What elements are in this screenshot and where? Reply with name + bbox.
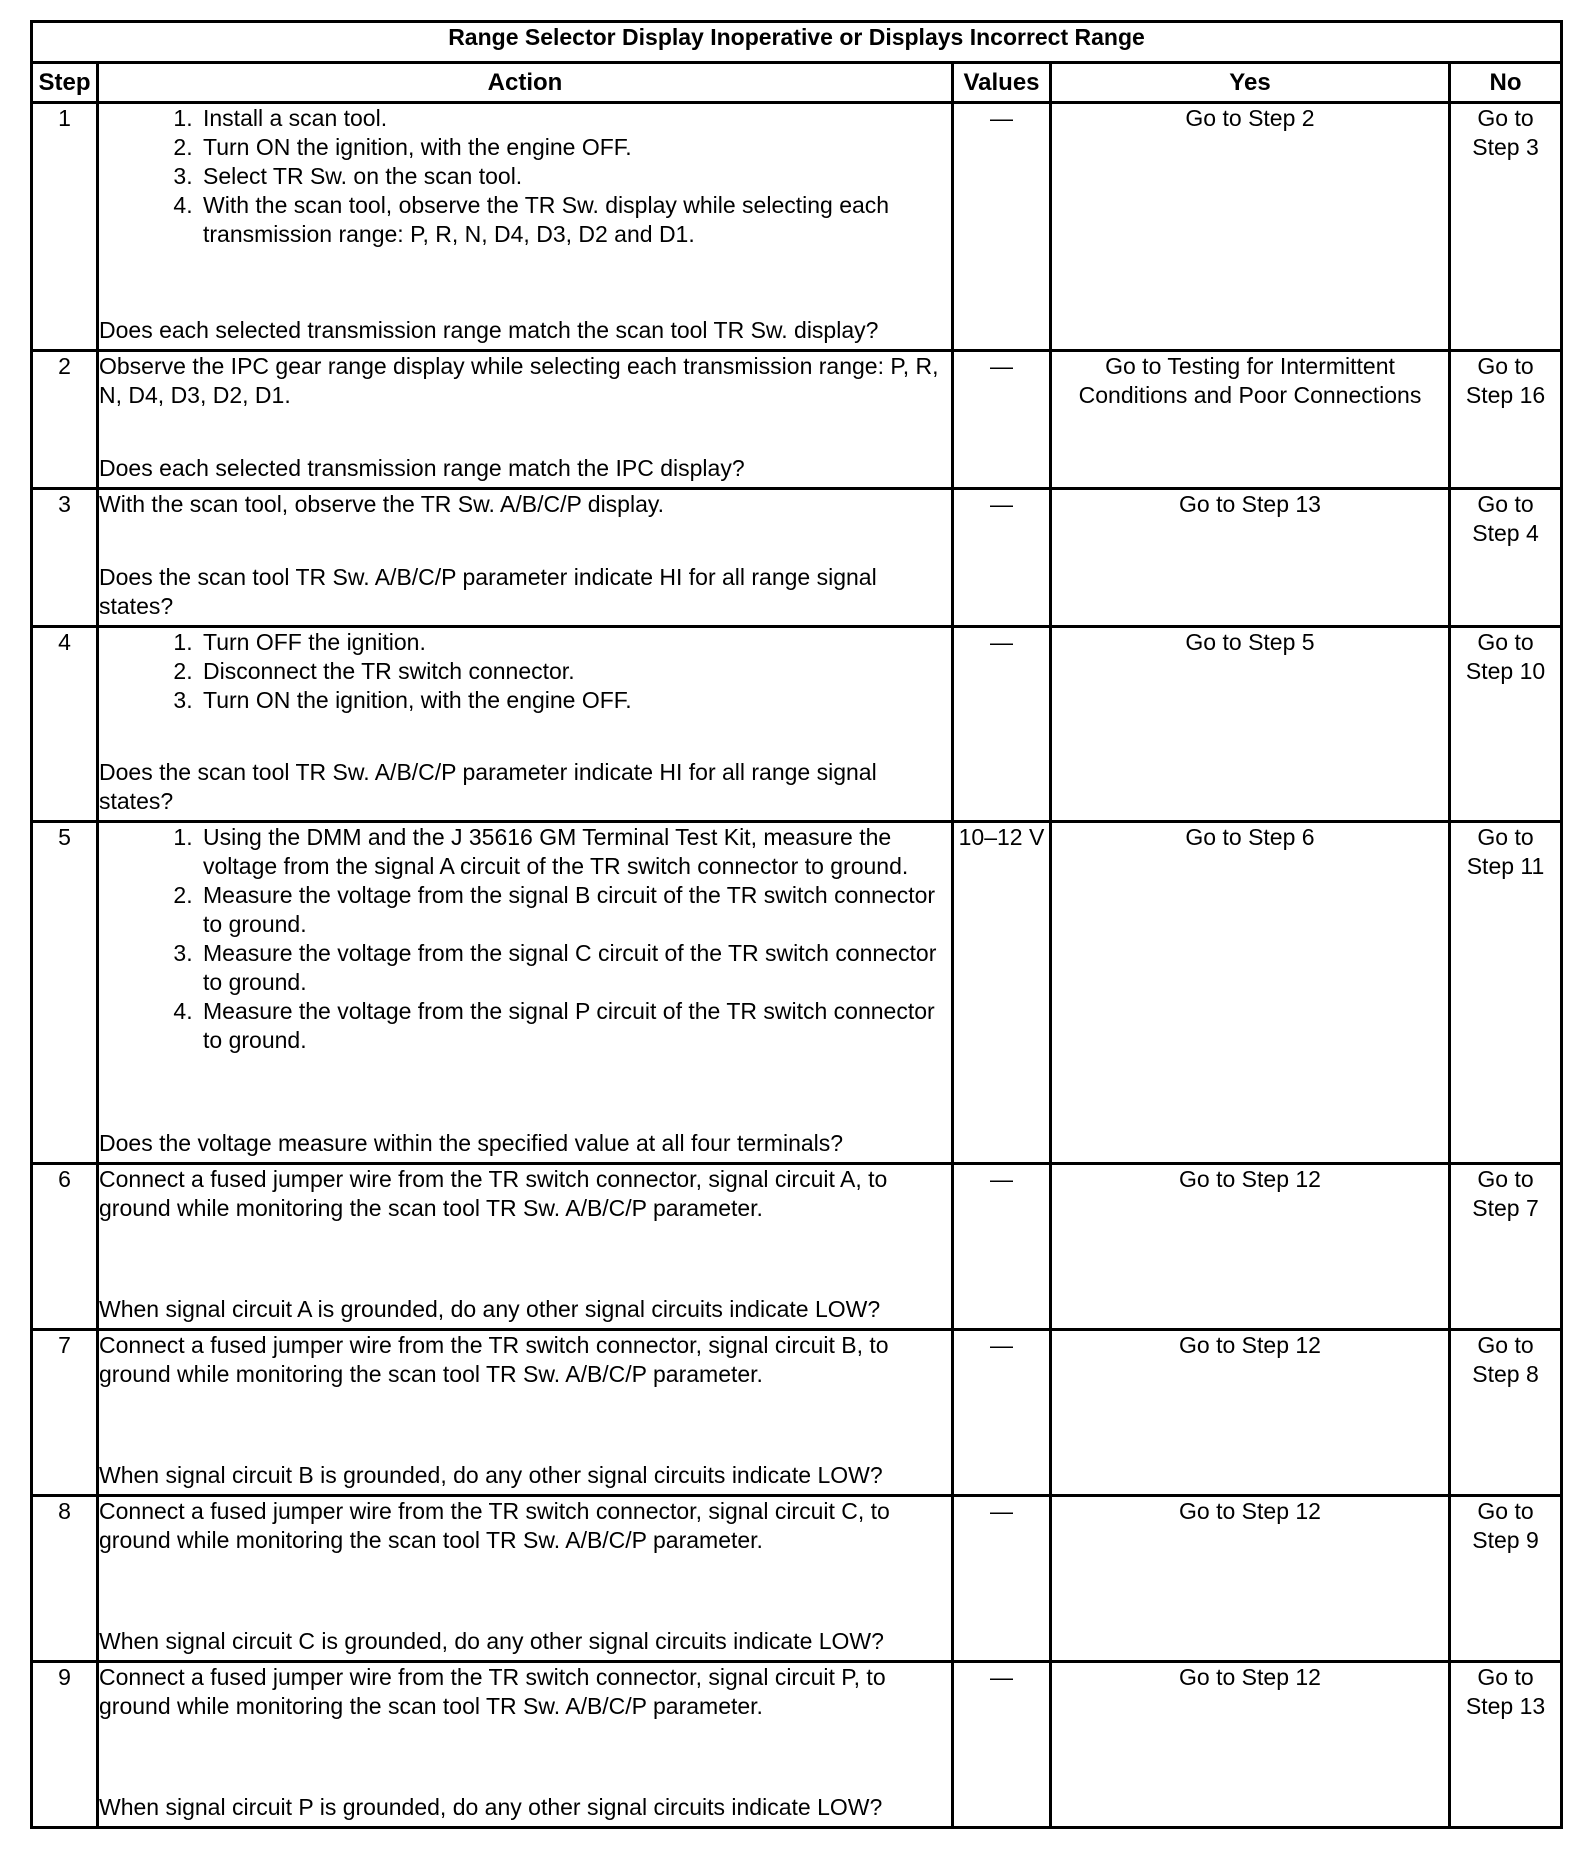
yes-cell: Go to Step 2 — [1051, 103, 1450, 351]
no-cell: Go to Step 13 — [1450, 1662, 1562, 1828]
step-number: 1 — [32, 103, 98, 351]
action-instruction: Connect a fused jumper wire from the TR switch connector, signal circuit P, to ground while monitoring the scan tool TR Sw. A/B/C/P parameter. — [99, 1664, 886, 1719]
value-cell: — — [953, 1330, 1051, 1496]
action-question: When signal circuit C is grounded, do any other signal circuits indicate LOW? — [99, 1628, 884, 1654]
action-cell — [98, 1330, 953, 1496]
no-cell: Go to Step 9 — [1450, 1496, 1562, 1662]
value-cell: — — [953, 351, 1051, 489]
action-instruction: Connect a fused jumper wire from the TR switch connector, signal circuit B, to ground while monitoring the scan tool TR Sw. A/B/C/P parameter. — [99, 1332, 889, 1387]
table-row — [32, 351, 1562, 489]
action-question: When signal circuit A is grounded, do any other signal circuits indicate LOW? — [99, 1296, 881, 1322]
action-step-item: 1. Turn OFF the ignition. — [199, 628, 951, 657]
value-cell: 10–12 V — [953, 822, 1051, 1164]
table-row — [32, 627, 1562, 822]
value-cell: — — [953, 1164, 1051, 1330]
step-number: 4 — [32, 627, 98, 822]
step-number: 5 — [32, 822, 98, 1164]
action-question: When signal circuit P is grounded, do any other signal circuits indicate LOW? — [99, 1794, 883, 1820]
table-title: Range Selector Display Inoperative or Displays Incorrect Range — [32, 22, 1562, 63]
action-step-item: 2. Turn ON the ignition, with the engine OFF. — [199, 133, 951, 162]
action-instruction: Connect a fused jumper wire from the TR switch connector, signal circuit A, to ground while monitoring the scan tool TR Sw. A/B/C/P parameter. — [99, 1166, 888, 1221]
action-question: Does the scan tool TR Sw. A/B/C/P parameter indicate HI for all range signal states? — [99, 564, 877, 619]
yes-cell: Go to Step 12 — [1051, 1164, 1450, 1330]
action-cell — [98, 103, 953, 351]
action-instruction: With the scan tool, observe the TR Sw. A/B/C/P display. — [99, 491, 665, 517]
action-cell — [98, 489, 953, 627]
action-cell — [98, 627, 953, 822]
action-question: Does each selected transmission range match the IPC display? — [99, 455, 745, 481]
no-cell: Go to Step 10 — [1450, 627, 1562, 822]
table-row — [32, 822, 1562, 1164]
yes-cell: Go to Step 12 — [1051, 1662, 1450, 1828]
action-step-item: 1. Install a scan tool. — [199, 104, 951, 133]
diagnostic-table-container — [30, 20, 1563, 1829]
value-cell: — — [953, 489, 1051, 627]
action-cell — [98, 351, 953, 489]
step-number: 8 — [32, 1496, 98, 1662]
header-values: Values — [953, 63, 1051, 103]
table-row — [32, 1496, 1562, 1662]
action-cell — [98, 1662, 953, 1828]
step-number: 7 — [32, 1330, 98, 1496]
value-cell: — — [953, 1662, 1051, 1828]
action-step-item: 3. Measure the voltage from the signal C circuit of the TR switch connector to ground. — [199, 939, 951, 997]
step-number: 3 — [32, 489, 98, 627]
header-step: Step — [32, 63, 98, 103]
action-question: Does the voltage measure within the specified value at all four terminals? — [99, 1130, 844, 1156]
no-cell: Go to Step 3 — [1450, 103, 1562, 351]
action-question: Does the scan tool TR Sw. A/B/C/P parameter indicate HI for all range signal states? — [99, 759, 877, 814]
value-cell: — — [953, 1496, 1051, 1662]
action-step-item: 2. Disconnect the TR switch connector. — [199, 657, 951, 686]
table-row — [32, 103, 1562, 351]
step-number: 9 — [32, 1662, 98, 1828]
table-row — [32, 1330, 1562, 1496]
yes-cell: Go to Step 12 — [1051, 1330, 1450, 1496]
action-question: When signal circuit B is grounded, do any other signal circuits indicate LOW? — [99, 1462, 883, 1488]
value-cell: — — [953, 103, 1051, 351]
yes-cell: Go to Step 5 — [1051, 627, 1450, 822]
action-step-item: 1. Using the DMM and the J 35616 GM Terminal Test Kit, measure the voltage from the signal A circuit of the TR switch connector to ground. — [199, 823, 951, 881]
action-step-list — [99, 823, 951, 1055]
no-cell: Go to Step 8 — [1450, 1330, 1562, 1496]
no-cell: Go to Step 7 — [1450, 1164, 1562, 1330]
action-step-list — [99, 628, 951, 715]
action-step-list — [99, 104, 951, 249]
action-step-item: 3. Select TR Sw. on the scan tool. — [199, 162, 951, 191]
no-cell: Go to Step 11 — [1450, 822, 1562, 1164]
yes-cell: Go to Step 12 — [1051, 1496, 1450, 1662]
table-row — [32, 1662, 1562, 1828]
yes-cell: Go to Step 6 — [1051, 822, 1450, 1164]
yes-cell: Go to Step 13 — [1051, 489, 1450, 627]
header-no: No — [1450, 63, 1562, 103]
action-cell — [98, 1496, 953, 1662]
yes-cell: Go to Testing for Intermittent Conditions and Poor Connections — [1051, 351, 1450, 489]
value-cell: — — [953, 627, 1051, 822]
action-instruction: Observe the IPC gear range display while selecting each transmission range: P, R, N, D4, D3, D2, D1. — [99, 353, 939, 408]
table-row — [32, 489, 1562, 627]
step-number: 6 — [32, 1164, 98, 1330]
action-question: Does each selected transmission range match the scan tool TR Sw. display? — [99, 317, 879, 343]
step-number: 2 — [32, 351, 98, 489]
no-cell: Go to Step 4 — [1450, 489, 1562, 627]
action-step-item: 4. Measure the voltage from the signal P circuit of the TR switch connector to ground. — [199, 997, 951, 1055]
header-yes: Yes — [1051, 63, 1450, 103]
header-action: Action — [98, 63, 953, 103]
action-step-item: 4. With the scan tool, observe the TR Sw. display while selecting each transmission range: P, R, N, D4, D3, D2 and D1. — [199, 191, 951, 249]
action-cell — [98, 822, 953, 1164]
action-instruction: Connect a fused jumper wire from the TR switch connector, signal circuit C, to ground while monitoring the scan tool TR Sw. A/B/C/P parameter. — [99, 1498, 890, 1553]
action-step-item: 2. Measure the voltage from the signal B circuit of the TR switch connector to ground. — [199, 881, 951, 939]
no-cell: Go to Step 16 — [1450, 351, 1562, 489]
diagnostic-table — [30, 20, 1563, 1829]
table-row — [32, 1164, 1562, 1330]
action-cell — [98, 1164, 953, 1330]
action-step-item: 3. Turn ON the ignition, with the engine OFF. — [199, 686, 951, 715]
